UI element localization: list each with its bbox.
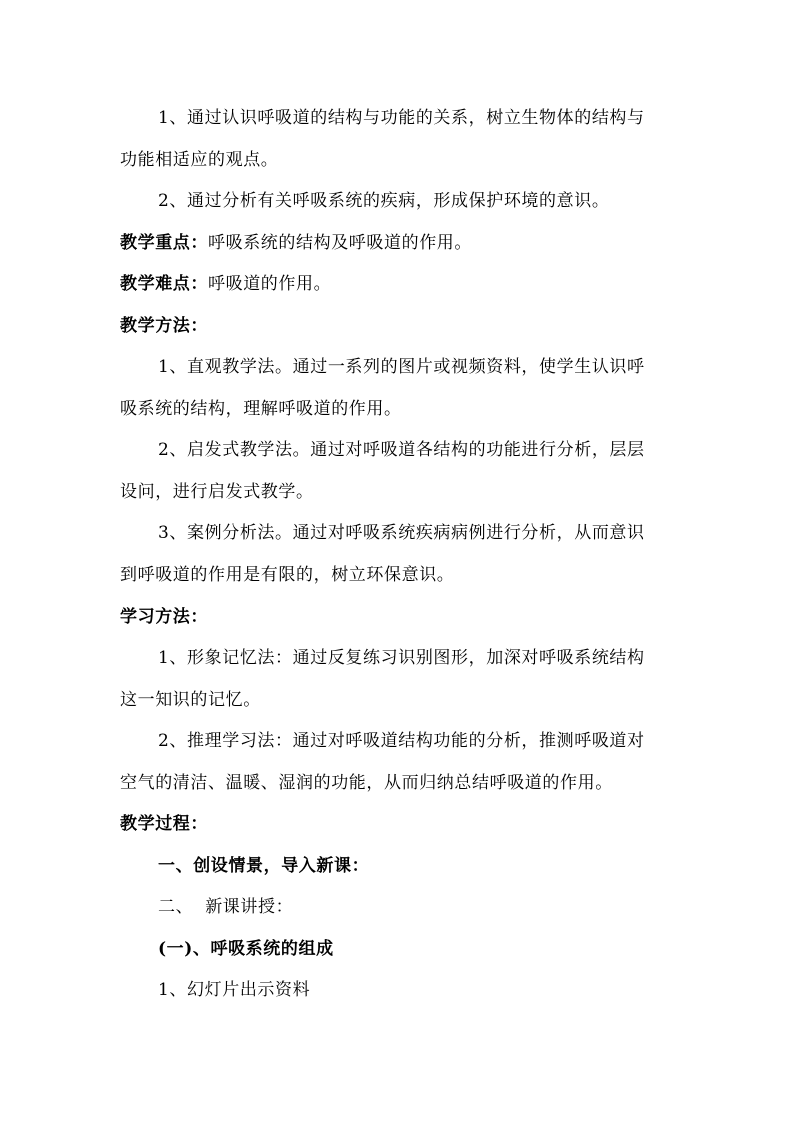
method-2-line-2: 设问，进行启发式教学。 bbox=[120, 482, 314, 502]
teaching-focus bbox=[120, 230, 680, 256]
learning-2-line-1: 2、推理学习法：通过对呼吸道结构功能的分析，推测呼吸道对 bbox=[158, 731, 645, 751]
method-2-line-1: 2、启发式教学法。通过对呼吸道各结构的功能进行分析，层层 bbox=[158, 440, 645, 460]
teaching-focus-label: 教学重点： bbox=[120, 233, 208, 253]
goal-2-line: 2、通过分析有关呼吸系统的疾病，形成保护环境的意识。 bbox=[158, 191, 610, 211]
teaching-methods-heading: 教学方法： bbox=[120, 316, 208, 336]
process-step-2-1-1: 1、幻灯片出示资料 bbox=[158, 980, 311, 1000]
method-3-line-1: 3、案例分析法。通过对呼吸系统疾病病例进行分析，从而意识 bbox=[158, 523, 645, 543]
teaching-difficulty-label: 教学难点： bbox=[120, 274, 208, 294]
teaching-difficulty-text: 呼吸道的作用。 bbox=[208, 274, 332, 294]
teaching-focus-text: 呼吸系统的结构及呼吸道的作用。 bbox=[208, 233, 472, 253]
learning-2-line-2: 空气的清洁、温暖、湿润的功能，从而归纳总结呼吸道的作用。 bbox=[120, 773, 613, 793]
goal-1-line-2: 功能相适应的观点。 bbox=[120, 150, 279, 170]
method-1-line-1: 1、直观教学法。通过一系列的图片或视频资料，使学生认识呼 bbox=[158, 357, 645, 377]
process-step-2-1: (一)、呼吸系统的组成 bbox=[158, 939, 334, 959]
learning-methods-heading: 学习方法： bbox=[120, 607, 208, 627]
goal-1-line-1: 1、通过认识呼吸道的结构与功能的关系，树立生物体的结构与 bbox=[158, 108, 645, 128]
teaching-process-heading: 教学过程： bbox=[120, 814, 208, 834]
method-3-line-2: 到呼吸道的作用是有限的，树立环保意识。 bbox=[120, 565, 455, 585]
process-step-2: 二、 新课讲授： bbox=[158, 897, 294, 917]
teaching-difficulty bbox=[120, 271, 680, 297]
process-step-1: 一、创设情景，导入新课： bbox=[158, 856, 370, 876]
method-1-line-2: 吸系统的结构，理解呼吸道的作用。 bbox=[120, 399, 402, 419]
learning-1-line-2: 这一知识的记忆。 bbox=[120, 690, 261, 710]
learning-1-line-1: 1、形象记忆法：通过反复练习识别图形，加深对呼吸系统结构 bbox=[158, 648, 645, 668]
